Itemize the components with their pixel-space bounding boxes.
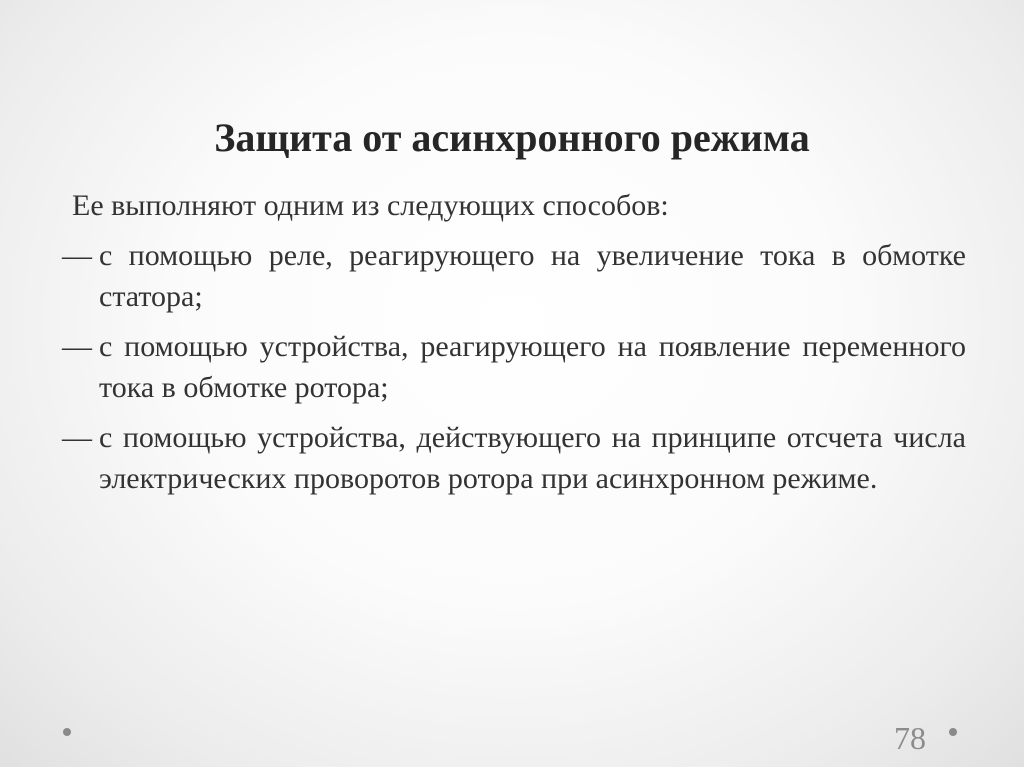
list-item <box>62 235 966 317</box>
slide-title: Защита от асинхронного режима <box>214 115 810 160</box>
dash-bullet-icon: — <box>62 421 92 454</box>
methods-list <box>62 235 966 508</box>
dash-bullet-icon: — <box>62 330 92 363</box>
list-item <box>62 417 966 499</box>
list-item-text: с помощью устройства, действующего на принципе отсчета числа электрических проворотов ротора при асинхронном режиме. <box>99 421 966 495</box>
list-item-text: с помощью устройства, реагирующего на появление переменного тока в обмотке ротора; <box>99 330 966 404</box>
page-number: 78 <box>894 720 926 756</box>
list-item <box>62 326 966 408</box>
decorative-dot-icon <box>63 728 71 736</box>
list-item-text: с помощью реле, реагирующего на увеличение тока в обмотке статора; <box>99 239 966 313</box>
decorative-dot-icon <box>949 728 957 736</box>
intro-text: Ее выполняют одним из следующих способов: <box>72 189 669 222</box>
dash-bullet-icon: — <box>62 239 92 272</box>
